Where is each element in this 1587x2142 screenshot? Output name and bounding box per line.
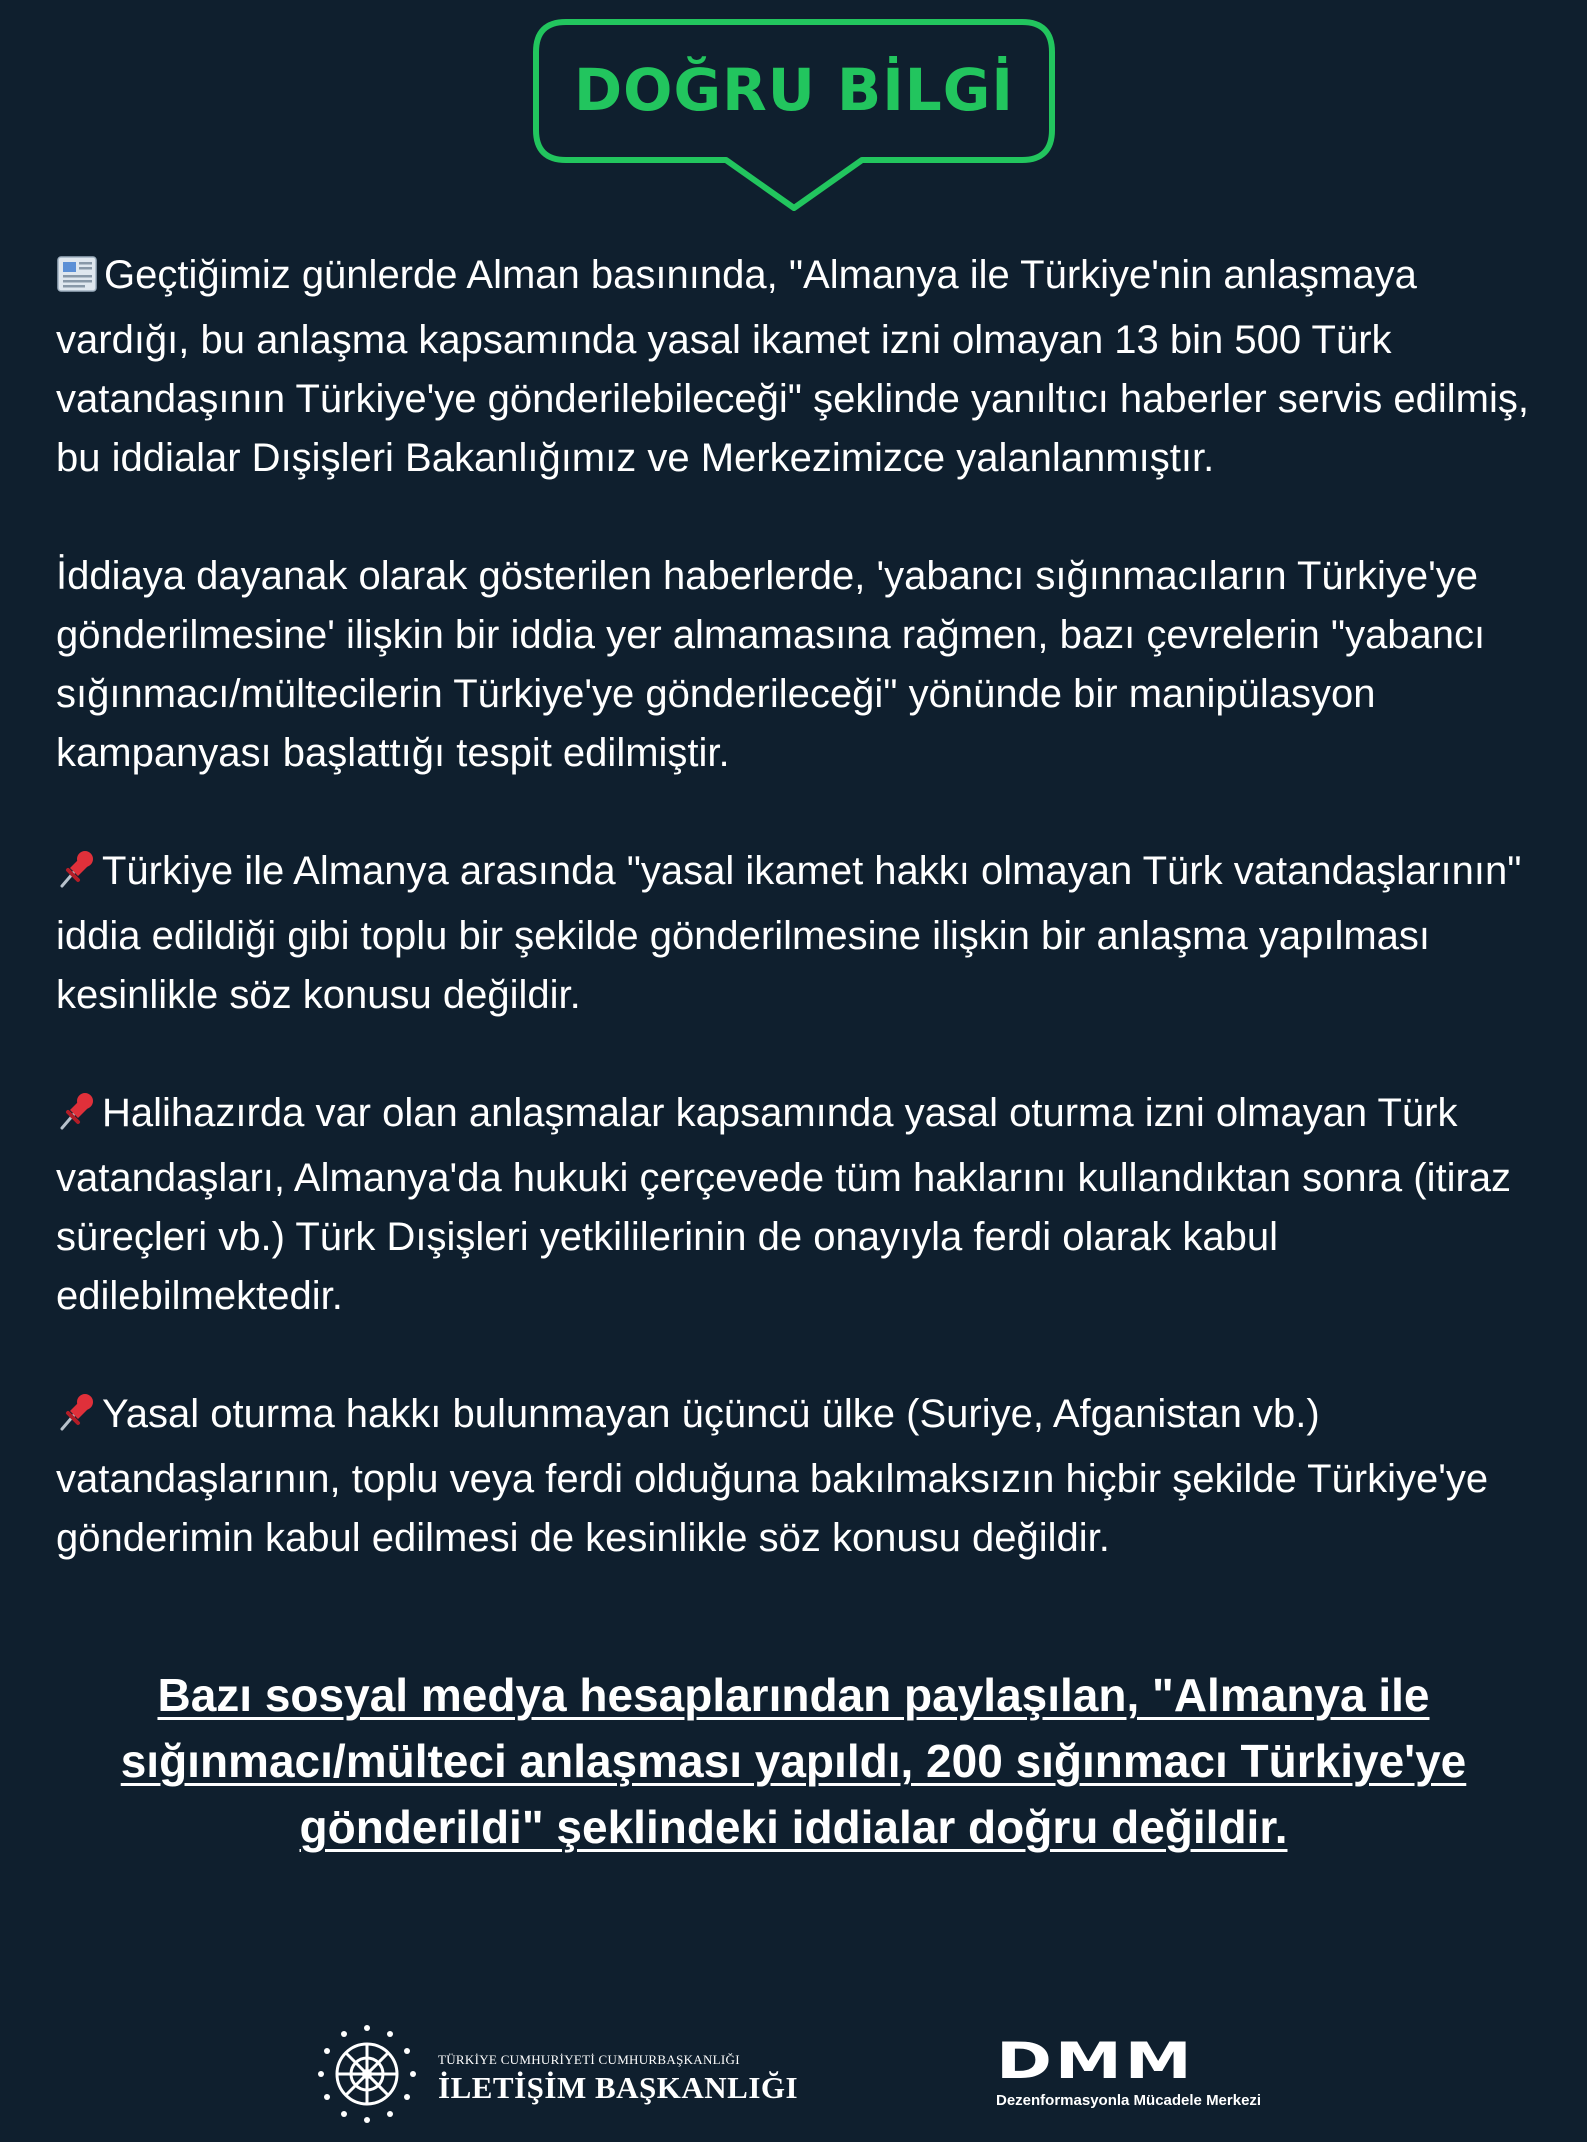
dmm-logo [996, 2032, 1296, 2126]
conclusion-statement: Bazı sosyal medya hesaplarından paylaşılan, "Almanya ile sığınmacı/mülteci anlaşması yapıldı, 200 sığınmacı Türkiye'ye gönderildi" şeklindeki iddialar doğru değildir. [120, 1669, 1467, 1853]
paragraph-3 [56, 842, 1536, 1025]
paragraph-4 [56, 1084, 1536, 1326]
badge-label: DOĞRU BİLGİ [574, 56, 1014, 124]
iletisim-subtitle: TÜRKİYE CUMHURİYETİ CUMHURBAŞKANLIĞI [438, 2052, 740, 2067]
pushpin-icon [56, 1391, 98, 1450]
paragraph-1 [56, 246, 1536, 488]
iletisim-title: İLETİŞİM BAŞKANLIĞI [438, 2070, 799, 2105]
correct-info-badge [532, 18, 1056, 214]
paragraph-4-text: Halihazırda var olan anlaşmalar kapsamında yasal oturma izni olmayan Türk vatandaşları, Almanya'da hukuki çerçevede tüm haklarını kullandıktan sonra (itiraz süreçleri vb.) Türk Dışişleri yetkililerinin de onayıyla ferdi olarak kabul edilebilmektedir. [56, 1091, 1512, 1318]
pushpin-icon [56, 848, 98, 907]
paragraph-2-text: İddiaya dayanak olarak gösterilen haberlerde, 'yabancı sığınmacıların Türkiye'ye gönderilmesine' ilişkin bir iddia yer almamasına rağmen, bazı çevrelerin "yabancı sığınmacı/mültecilerin Türkiye'ye gönderileceği" yönünde bir manipülasyon kampanyası başlattığı tespit edilmiştir. [56, 554, 1486, 775]
article-body [56, 246, 1536, 1627]
paragraph-1-text: Geçtiğimiz günlerde Alman basınında, "Almanya ile Türkiye'nin anlaşmaya vardığı, bu anlaşma kapsamında yasal ikamet izni olmayan 13 bin 500 Türk vatandaşının Türkiye'ye gönderilebileceği" şeklinde yanıltıcı haberler servis edilmiş, bu iddialar Dışişleri Bakanlığımız ve Merkezimizce yalanlanmıştır. [56, 253, 1529, 480]
paragraph-2 [56, 547, 1536, 783]
dmm-logo-text: DMM [996, 2032, 1195, 2090]
paragraph-3-text: Türkiye ile Almanya arasında "yasal ikamet hakkı olmayan Türk vatandaşlarının" iddia edildiği gibi toplu bir şekilde gönderilmesine ilişkin bir anlaşma yapılması kesinlikle söz konusu değildir. [56, 849, 1522, 1017]
paragraph-5 [56, 1385, 1536, 1568]
iletisim-logo [312, 2016, 812, 2132]
pushpin-icon [56, 1090, 98, 1149]
dmm-subtitle: Dezenformasyonla Mücadele Merkezi [996, 2092, 1262, 2109]
paragraph-5-text: Yasal oturma hakkı bulunmayan üçüncü ülke (Suriye, Afganistan vb.) vatandaşlarının, toplu veya ferdi olduğuna bakılmaksızın hiçbir şekilde Türkiye'ye gönderimin kabul edilmesi de kesinlikle söz konusu değildir. [56, 1392, 1489, 1560]
newspaper-icon [56, 252, 100, 311]
iletisim-emblem-icon [312, 2016, 422, 2132]
